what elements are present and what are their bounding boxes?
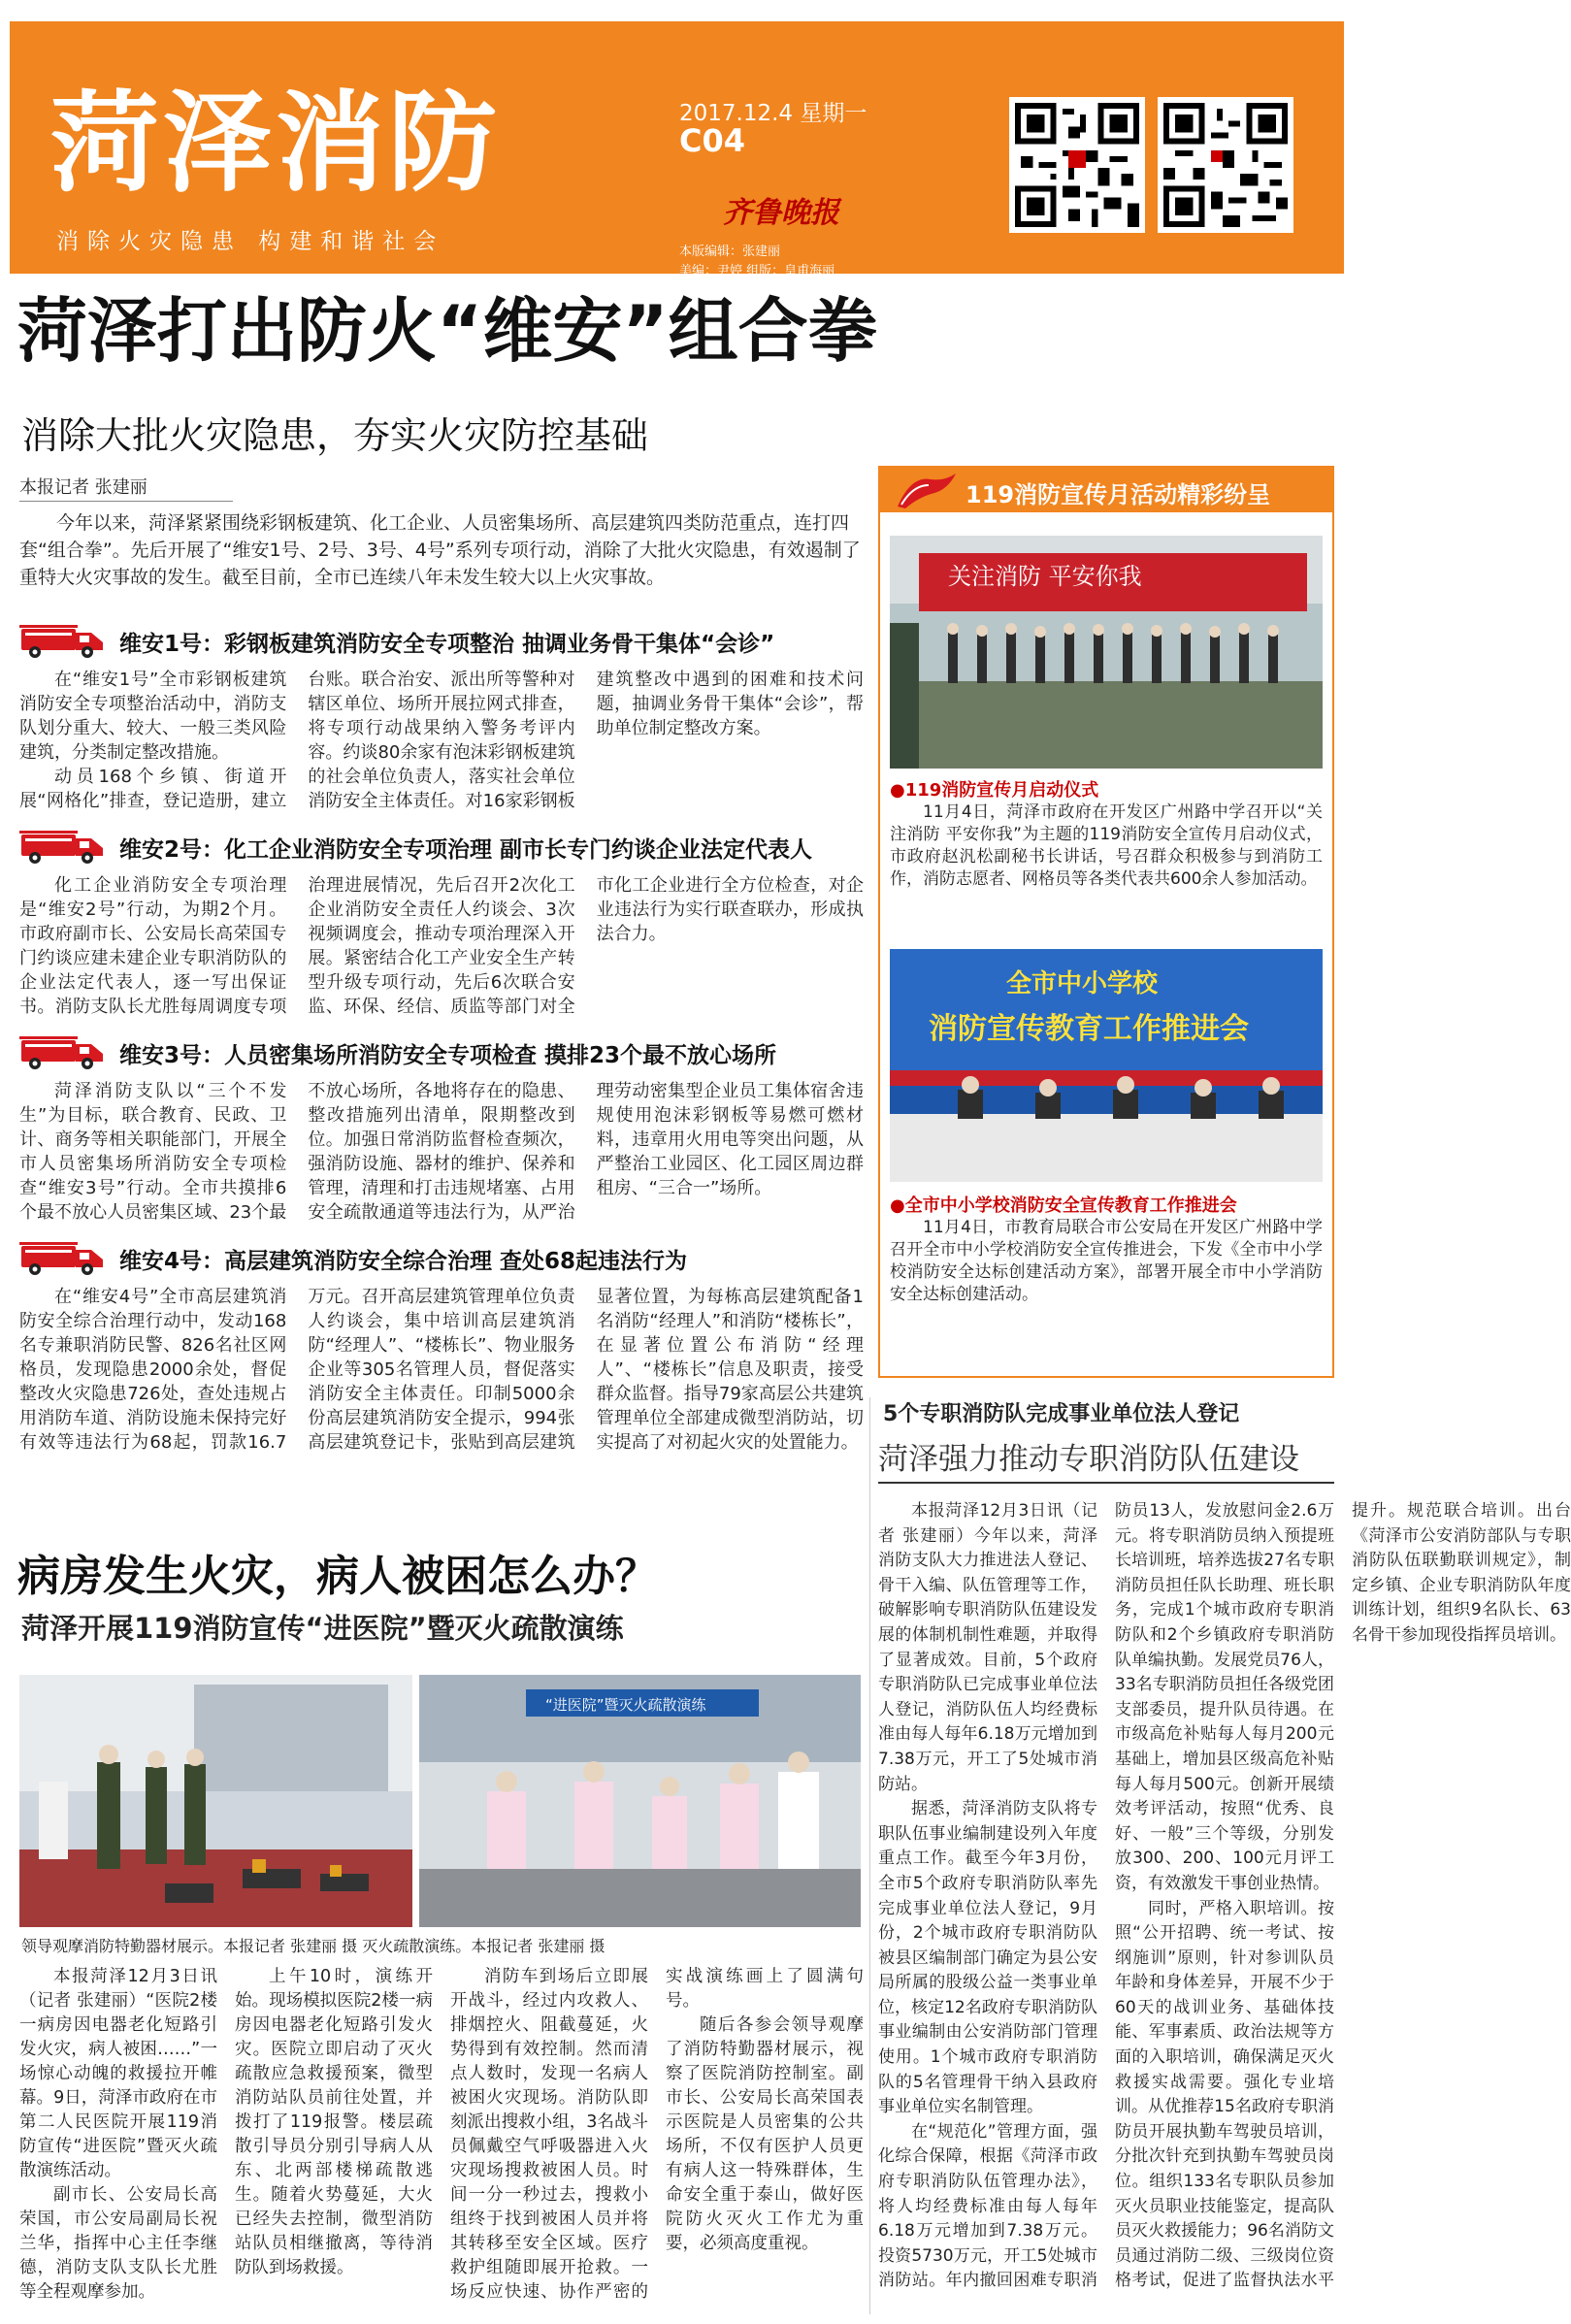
fire-truck-icon xyxy=(19,1238,107,1277)
story3-subheadline: 菏泽开展119消防宣传“进医院”暨灭火疏散演练 xyxy=(21,1612,624,1645)
fire-truck-icon xyxy=(19,621,107,660)
paragraph: 随后各参会领导观摩了消防特勤器材展示，视察了医院消防控制室。副市长、公安局长高荣国表示医院是人员密集的公共场所，不仅有医护人员更有病人这一特殊群体，生命安全重于泰山，做好医院防火灭火工作尤为重要，必须高度重视。 xyxy=(666,2015,864,2253)
launch-ceremony-photo xyxy=(890,536,1323,769)
qr-caption-wechat: 菏泽消防微信二维码 xyxy=(998,278,1112,292)
photo-banner-text: 全市中小学校 xyxy=(1006,969,1159,998)
section-header-1 xyxy=(19,621,864,660)
story2-kicker: 5个专职消防队完成事业单位法人登记 xyxy=(883,1402,1240,1426)
photo-caption-title: ●全市中小学校消防安全宣传教育工作推进会 xyxy=(890,1195,1237,1216)
evacuation-drill-photo xyxy=(419,1675,861,1927)
paragraph: 在“维安4号”全市高层建筑消防安全综合治理行动中，发动168名专兼职消防民警、826名社区网格员，发现隐患2000余处，督促整改火灾隐患726处，查处违规占用消防车道、消防设施未保持完好有效等违法行为68起，罚款16.7万元。召开高层建筑管理单位负责人约谈会，集中培训高层建筑消防“经理人”、“楼栋长”、物业服务企业等305名管理人员，督促落实消防安全主体责任。印制5000余份高层建筑消防安全提示，994张高层建筑登记卡，张贴到高层建筑显著位置，为每栋高层建筑配备1名消防“经理人”和消防“楼栋长”，在显著位置公布消防“经理人”、“楼栋长”信息及职责，接受群众监督。指导79家高层公共建筑管理单位全部建成微型消防站，切实提高了对初起火灾的处置能力。 xyxy=(19,1287,864,1453)
fire-truck-icon xyxy=(19,1032,107,1071)
paragraph: 副市长、公安局长高荣国，市公安局副局长祝兰华，指挥中心主任李继德，消防支队支队长尤胜等全程观摩参加。 xyxy=(19,2185,217,2302)
qr-caption-weibo: 菏泽消防微博二维码 xyxy=(1147,278,1261,292)
wechat-qr-code[interactable] xyxy=(1009,97,1145,233)
story3-body xyxy=(19,1965,864,2314)
photo-banner-text: 关注消防 平安你我 xyxy=(948,563,1142,590)
weibo-qr-code[interactable] xyxy=(1158,97,1293,233)
masthead-title: 菏泽消防 xyxy=(50,81,501,207)
section-title: 维安4号：高层建筑消防安全综合治理 查处68起违法行为 xyxy=(119,1249,688,1274)
sidebar-119-title: 119消防宣传月活动精彩纷呈 xyxy=(966,481,1271,508)
story2-body xyxy=(878,1499,1571,2314)
paper-name: 齐鲁晚报 xyxy=(723,196,839,230)
sidebar-119-header xyxy=(880,468,1332,512)
red-flag-icon xyxy=(892,472,960,510)
section-header-2 xyxy=(19,827,864,866)
divider xyxy=(878,1482,1334,1484)
lead-paragraph: 今年以来，菏泽紧紧围绕彩钢板建筑、化工企业、人员密集场所、高层建筑四类防范重点，连打四套“组合拳”。先后开展了“维安1号、2号、3号、4号”系列专项行动，消除了大批火灾隐患，有效遏制了重特大火灾事故的发生。截至目前，全市已连续八年未发生较大以上火灾事故。 xyxy=(19,512,861,588)
page-number: C04 xyxy=(679,122,746,159)
section-body-3 xyxy=(19,1079,864,1225)
section-body-2 xyxy=(19,873,864,1019)
school-meeting-image xyxy=(890,949,1323,1182)
section-body-4 xyxy=(19,1285,864,1459)
paragraph: 上午10时，演练开始。现场模拟医院2楼一病房因电器老化短路引发火灾。医院立即启动了灭火疏散应急救援预案，微型消防站队员前往处置，并拨打了119报警。楼层疏散引导员分别引导病人从东、北两部楼梯疏散逃生。随着火势蔓延，大火已经失去控制，微型消防站队员相继撤离，等待消防队到场救援。 xyxy=(235,1967,433,2277)
editor-credit: 本版编辑：张建丽 xyxy=(679,245,781,259)
paragraph: 同时，严格入职培训。按照“公开招聘、统一考试、按纲施训”原则，针对参训队员年龄和身体差异，开展不少于60天的战训业务、基础体技能、军事素质、政治法规等方面的入职培训，确保满足灭火救援实战需要。强化专业培训。从优推荐15名政府专职消防员开展执勤车驾驶员培训，分批次针充到执勤车驾驶员岗位。组织133名专职队员参加灭火员职业技能鉴定，提高队员灭火救援能力；96名消防文员通过消防二级、三级岗位资格考试，促进了监督执法水平提升。规范联合培训。出台《菏泽市公安消防部队与专职消防队伍联勤联训规定》，制定乡镇、企业专职消防队年度训练计划，组织9名队长、63名骨干参加现役指挥员培训。 xyxy=(1115,1501,1571,2291)
photo-caption-title: ●119消防宣传月启动仪式 xyxy=(890,780,1099,801)
equipment-display-image xyxy=(19,1675,412,1927)
masthead-slogan: 消除火灾隐患 构建和谐社会 xyxy=(56,229,445,254)
launch-ceremony-image xyxy=(890,536,1323,769)
school-meeting-photo xyxy=(890,949,1323,1182)
design-credit: 美编：尹婷 组版：皇甫海丽 xyxy=(679,264,835,278)
paragraph: 菏泽消防支队以“三个不发生”为目标，联合教育、民政、卫计、商务等相关职能部门，开展全市人员密集场所消防安全专项检查“维安3号”行动。全市共摸排6个最不放心人员密集区域、23个最不放心场所，各地将存在的隐患、整改措施列出清单，限期整改到位。加强日常消防监督检查频次，强消防设施、器材的维护、保养和管理，清理和打击违规堵塞、占用安全疏散通道等违法行为，从严治理劳动密集型企业员工集体宿舍违规使用泡沫彩钢板等易燃可燃材料，违章用火用电等突出问题，从严整治工业园区、化工园区周边群租房、“三合一”场所。 xyxy=(19,1081,864,1223)
section-title: 维安3号：人员密集场所消防安全专项检查 摸排23个最不放心场所 xyxy=(119,1043,777,1068)
photo-caption-body: 11月4日，市教育局联合市公安局在开发区广州路中学召开全市中小学校消防安全宣传推进会，下发《全市中小学校消防安全达标创建活动方案》，部署开展全市中小学消防安全达标创建活动。 xyxy=(890,1218,1323,1304)
column-divider xyxy=(869,1397,870,2314)
paragraph: 消防车到场后立即展开战斗，经过内攻救人、排烟控火、阻截蔓延，火势得到有效控制。然而清点人数时，发现一名病人被困火灾现场。消防队即刻派出搜救小组，3名战斗员佩戴空气呼吸器进入火灾现场搜救被困人员。时间一分一秒过去，搜救小组终于找到被困人员并将其转移至安全区域。医疗救护组随即展开抢救。一场反应快速、协作严密的实战演练画上了圆满句号。 xyxy=(450,1967,864,2302)
qr-code-icon xyxy=(1015,103,1139,227)
issue-date: 2017.12.4 星期一 xyxy=(679,101,867,126)
paragraph: 在“维安1号”全市彩钢板建筑消防安全专项整治活动中，消防支队划分重大、较大、一般三类风险建筑，分类制定整改措施。 xyxy=(19,670,287,763)
section-header-3 xyxy=(19,1032,864,1071)
section-title: 维安1号：彩钢板建筑消防安全专项整治 抽调业务骨干集体“会诊” xyxy=(119,632,775,657)
paragraph: 本报菏泽12月3日讯（记者 张建丽）“医院2楼一病房因电器老化短路引发火灾，病人被困……”一场惊心动魄的救援拉开帷幕。9日，菏泽市政府在市第二人民医院开展119消防宣传“进医院”暨灭火疏散演练活动。 xyxy=(19,1967,217,2180)
main-headline: 菏泽打出防火“维安”组合拳 xyxy=(17,290,878,372)
photo-caption: 领导观摩消防特勤器材展示。本报记者 张建丽 摄 灭火疏散演练。本报记者 张建丽 摄 xyxy=(21,1937,605,1955)
section-body-1 xyxy=(19,668,864,813)
paragraph: 在“规范化”管理方面，强化综合保障，根据《菏泽市政府专职消防队伍管理办法》，将人均经费标准由每人每年6.18万元增加到7.38万元。投资5730万元，开工5处城市消防站。年内撤回困难专职消防员13人，发放慰问金2.6万元。将专职消防员纳入预提班长培训班，培养选拔27名专职消防员担任队长助理、班长职务，完成1个城市政府专职消防队和2个乡镇政府专职消防队单编执勤。发展党员76人，33名专职消防员担任各级党团支部委员，提升队员待遇。在市级高危补贴每人每月200元基础上，增加县区级高危补贴每人每月500元。创新开展绩效考评活动，按照“优秀、良好、一般”三个等级，分别发放300、200、100元月评工资，有效激发干事创业热情。 xyxy=(878,1501,1334,2291)
paragraph: 据悉，菏泽消防支队将专职队伍事业编制建设列入年度重点工作。截至今年3月份，全市5个政府专职消防队率先完成事业单位法人登记，9月份，2个城市政府专职消防队被县区编制部门确定为县公安局所属的股级公益一类事业单位，核定12名政府专职消防队事业编制由公安消防部门管理使用。1个城市政府专职消防队的5名管理骨干纳入县政府事业单位实名制管理。 xyxy=(878,1799,1097,2117)
paragraph: 化工企业消防安全专项治理是“维安2号”行动，为期2个月。市政府副市长、公安局长高荣国专门约谈应建未建企业专职消防队的企业法定代表人，逐一写出保证书。消防支队长尤胜每周调度专项治理进展情况，先后召开2次化工企业消防安全责任人约谈会、3次视频调度会，推动专项治理深入开展。紧密结合化工产业安全生产转型升级专项行动，先后6次联合安监、环保、经信、质监等部门对全市化工企业进行全方位检查，对企业违法行为实行联查联办，形成执法合力。 xyxy=(19,875,864,1017)
section-title: 维安2号：化工企业消防安全专项治理 副市长专门约谈企业法定代表人 xyxy=(119,837,813,863)
main-subheadline: 消除大批火灾隐患，夯实火灾防控基础 xyxy=(21,414,649,457)
masthead-banner xyxy=(10,21,1344,292)
story3-headline: 病房发生火灾，病人被困怎么办？ xyxy=(17,1552,658,1601)
evacuation-drill-image xyxy=(419,1675,861,1927)
photo-banner-text: 消防宣传教育工作推进会 xyxy=(929,1012,1249,1046)
section-header-4 xyxy=(19,1238,864,1277)
paragraph: 本报菏泽12月3日讯（记者 张建丽）今年以来，菏泽消防支队大力推进法人登记、骨干入编、队伍管理等工作，破解影响专职消防队伍建设发展的体制机制性难题，并取得了显著成效。目前，5个政府专职消防队已完成事业单位法人登记，消防队伍人均经费标准由每人每年6.18万元增加到7.38万元，开工了5处城市消防站。 xyxy=(878,1501,1097,1794)
story2-headline: 菏泽强力推动专职消防队伍建设 xyxy=(878,1442,1299,1477)
photo-caption-body: 11月4日，菏泽市政府在开发区广州路中学召开以“关注消防 平安你我”为主题的119消防安全宣传月启动仪式，市政府赵汎松副秘书长讲话，号召群众积极参与到消防工作，消防志愿者、网格员等各类代表共600余人参加活动。 xyxy=(890,802,1323,889)
equipment-display-photo xyxy=(19,1675,412,1927)
fire-truck-icon xyxy=(19,827,107,866)
byline: 本报记者 张建丽 xyxy=(19,474,233,502)
paragraph: 动员168个乡镇、街道开展“网格化”排查，登记造册，建立台账。联合治安、派出所等警种对辖区单位、场所开展拉网式排查，将专项行动战果纳入警务考评内容。约谈80余家有泡沫彩钢板建筑的社会单位负责人，落实社会单位消防安全主体责任。对16家彩钢板建筑整改中遇到的困难和技术问题，抽调业务骨干集体“会诊”，帮助单位制定整改方案。 xyxy=(19,670,864,811)
sidebar-119-box xyxy=(878,466,1334,1378)
qr-code-icon xyxy=(1163,103,1288,227)
photo-banner-text: “进医院”暨灭火疏散演练 xyxy=(545,1696,706,1714)
